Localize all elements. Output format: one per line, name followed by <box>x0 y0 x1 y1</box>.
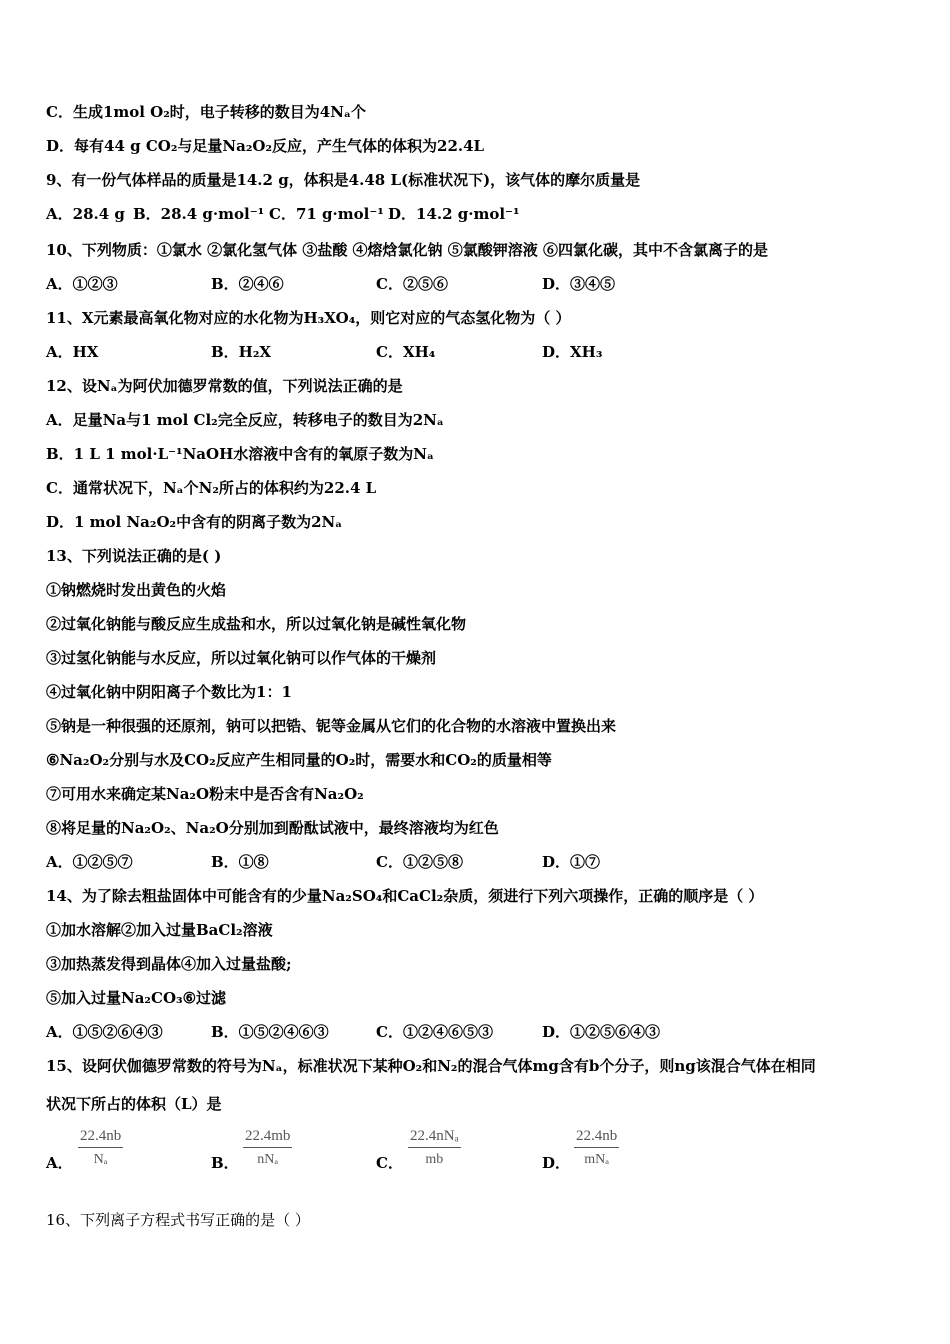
q15-option-b-fraction <box>243 1128 292 1168</box>
q10-stem: 10、下列物质：①氯水 ②氯化氢气体 ③盐酸 ④熔焓氯化钠 ⑤氯酸钾溶液 ⑥四氯化碳，其中不含氯离子的是 <box>46 241 768 259</box>
q15-option-b-label: B． <box>211 1154 239 1172</box>
q15-option-b-numerator: 22.4mb <box>243 1128 292 1148</box>
q13-statement-6: ⑥Na₂O₂分别与水及CO₂反应产生相同量的O₂时，需要水和CO₂的质量相等 <box>46 751 552 769</box>
q15-option-d-fraction <box>574 1128 619 1168</box>
q11-options <box>46 342 906 362</box>
q13-option-a: A．①②⑤⑦ <box>46 853 133 871</box>
q15-option-c-label: C． <box>376 1154 403 1172</box>
q14-step-5-6: ⑤加入过量Na₂CO₃⑥过滤 <box>46 989 227 1007</box>
q8-option-c: C．生成1mol O₂时，电子转移的数目为4Nₐ个 <box>46 103 366 121</box>
q15-option-d-label: D． <box>542 1154 571 1172</box>
q9-stem: 9、有一份气体样品的质量是14.2 g，体积是4.48 L(标准状况下)，该气体的摩尔质量是 <box>46 171 641 189</box>
q14-step-3-4: ③加热蒸发得到晶体④加入过量盐酸; <box>46 955 292 973</box>
q13-option-d: D．①⑦ <box>542 853 601 871</box>
q13-statement-5: ⑤钠是一种很强的还原剂，钠可以把锆、铌等金属从它们的化合物的水溶液中置换出来 <box>46 717 617 735</box>
q10-options <box>46 274 906 294</box>
q13-statement-1: ①钠燃烧时发出黄色的火焰 <box>46 581 227 599</box>
q13-statement-7: ⑦可用水来确定某Na₂O粉末中是否含有Na₂O₂ <box>46 785 364 803</box>
q13-statement-4: ④过氧化钠中阴阳离子个数比为1：1 <box>46 683 292 701</box>
q14-options <box>46 1022 906 1042</box>
q15-option-d-denominator: mNₐ <box>584 1152 610 1167</box>
q15-option-c-numerator: 22.4nNₐ <box>408 1128 461 1148</box>
q14-option-b: B．①⑤②④⑥③ <box>211 1023 329 1041</box>
q15-stem: 15、设阿伏伽德罗常数的符号为Nₐ，标准状况下某种O₂和N₂的混合气体mg含有b个分子，则ng该混合气体在相同 <box>46 1057 816 1075</box>
q11-option-c: C．XH₄ <box>376 343 436 361</box>
q11-option-d: D．XH₃ <box>542 343 603 361</box>
q8-option-d: D．每有44 g CO₂与足量Na₂O₂反应，产生气体的体积为22.4L <box>46 137 485 155</box>
q12-option-a: A．足量Na与1 mol Cl₂完全反应，转移电子的数目为2Nₐ <box>46 411 444 429</box>
q14-option-c: C．①②④⑥⑤③ <box>376 1023 493 1041</box>
q9-option-a: A．28.4 g <box>46 205 125 223</box>
q13-option-c: C．①②⑤⑧ <box>376 853 463 871</box>
q15-option-c-denominator: mb <box>425 1152 444 1167</box>
q12-option-c: C．通常状况下，Nₐ个N₂所占的体积约为22.4 L <box>46 479 377 497</box>
q10-option-c: C．②⑤⑥ <box>376 275 448 293</box>
q9-option-c: C．71 g·mol⁻¹ <box>269 205 384 223</box>
q13-statement-2: ②过氧化钠能与酸反应生成盐和水，所以过氧化钠是碱性氧化物 <box>46 615 467 633</box>
q14-step-1-2: ①加水溶解②加入过量BaCl₂溶液 <box>46 921 273 939</box>
q10-option-a: A．①②③ <box>46 275 118 293</box>
q10-option-d: D．③④⑤ <box>542 275 616 293</box>
q14-option-a: A．①⑤②⑥④③ <box>46 1023 163 1041</box>
q12-option-b: B．1 L 1 mol·L⁻¹NaOH水溶液中含有的氧原子数为Nₐ <box>46 445 434 463</box>
q13-options <box>46 852 906 872</box>
q9-option-d: D．14.2 g·mol⁻¹ <box>388 205 520 223</box>
q15-stem-cont: 状况下所占的体积（L）是 <box>46 1095 222 1113</box>
q12-option-d: D．1 mol Na₂O₂中含有的阴离子数为2Nₐ <box>46 513 343 531</box>
q11-stem: 11、X元素最高氧化物对应的水化物为H₃XO₄，则它对应的气态氢化物为（ ） <box>46 309 571 327</box>
q15-option-b-denominator: nNₐ <box>257 1152 279 1167</box>
q13-option-b: B．①⑧ <box>211 853 269 871</box>
q15-option-a-numerator: 22.4nb <box>78 1128 123 1148</box>
q15-option-a-fraction <box>78 1128 123 1168</box>
q15-option-c-fraction <box>408 1128 461 1168</box>
q14-option-d: D．①②⑤⑥④③ <box>542 1023 661 1041</box>
q10-option-b: B．②④⑥ <box>211 275 284 293</box>
q11-option-b: B．H₂X <box>211 343 272 361</box>
q11-option-a: A．HX <box>46 343 99 361</box>
q9-option-b: B．28.4 g·mol⁻¹ <box>133 205 265 223</box>
q15-option-a-denominator: Nₐ <box>93 1152 108 1167</box>
q9-options <box>46 204 906 224</box>
q16-stem: 16、下列离子方程式书写正确的是（ ） <box>46 1211 310 1229</box>
q15-option-a-label: A． <box>46 1154 73 1172</box>
q13-statement-3: ③过氢化钠能与水反应，所以过氧化钠可以作气体的干燥剂 <box>46 649 437 667</box>
q13-statement-8: ⑧将足量的Na₂O₂、Na₂O分别加到酚酞试液中，最终溶液均为红色 <box>46 819 499 837</box>
q13-stem: 13、下列说法正确的是( ) <box>46 547 222 565</box>
q14-stem: 14、为了除去粗盐固体中可能含有的少量Na₂SO₄和CaCl₂杂质，须进行下列六项操作，正确的顺序是（ ） <box>46 887 764 905</box>
q15-options <box>46 1124 906 1180</box>
q15-option-d-numerator: 22.4nb <box>574 1128 619 1148</box>
q12-stem: 12、设Nₐ为阿伏加德罗常数的值，下列说法正确的是 <box>46 377 403 395</box>
